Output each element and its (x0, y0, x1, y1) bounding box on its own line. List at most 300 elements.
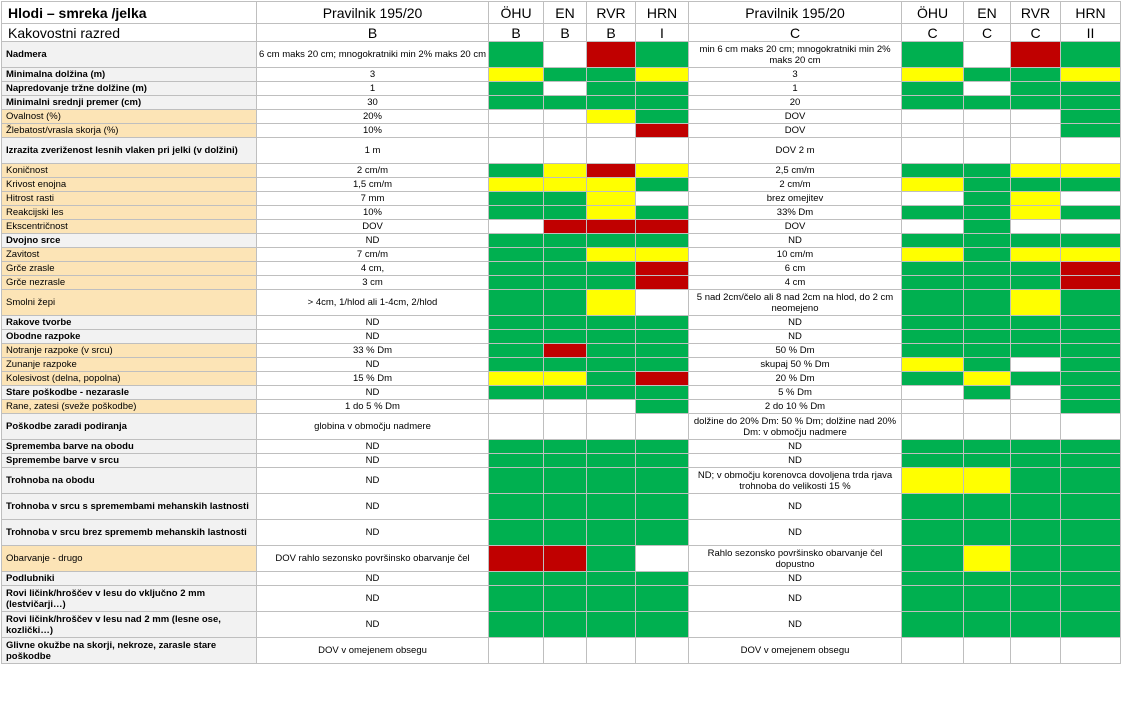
class-b-value: ND (257, 494, 489, 520)
row-label: Zunanje razpoke (2, 358, 257, 372)
status-cell-c-ohu (902, 494, 964, 520)
status-cell-c-ohu (902, 330, 964, 344)
status-cell-b-hrn (636, 372, 689, 386)
status-cell-c-ohu (902, 414, 964, 440)
status-cell-c-hrn (1061, 42, 1121, 68)
status-cell-c-en (964, 586, 1011, 612)
table-row (2, 386, 1121, 400)
class-b-value: ND (257, 520, 489, 546)
status-cell-c-rvr (1011, 546, 1061, 572)
status-cell-c-rvr (1011, 192, 1061, 206)
table-row (2, 262, 1121, 276)
status-cell-c-ohu (902, 42, 964, 68)
row-label: Reakcijski les (2, 206, 257, 220)
status-cell-c-ohu (902, 82, 964, 96)
status-cell-c-ohu (902, 206, 964, 220)
status-cell-c-en (964, 330, 1011, 344)
col-ohu-left: ÖHU (489, 2, 544, 24)
status-cell-c-en (964, 234, 1011, 248)
table-row (2, 546, 1121, 572)
class-b-value: ND (257, 358, 489, 372)
class-b-value: DOV v omejenem obsegu (257, 638, 489, 664)
class-label: Kakovostni razred (2, 24, 257, 42)
status-cell-b-ohu (489, 400, 544, 414)
status-cell-c-en (964, 96, 1011, 110)
status-cell-c-en (964, 164, 1011, 178)
col-rvr-right: RVR (1011, 2, 1061, 24)
class-left-hrn: I (636, 24, 689, 42)
status-cell-c-en (964, 42, 1011, 68)
status-cell-c-rvr (1011, 330, 1061, 344)
class-c-value: DOV 2 m (689, 138, 902, 164)
status-cell-c-rvr (1011, 248, 1061, 262)
status-cell-b-en (544, 546, 587, 572)
status-cell-c-rvr (1011, 414, 1061, 440)
status-cell-c-ohu (902, 262, 964, 276)
status-cell-c-rvr (1011, 468, 1061, 494)
status-cell-b-rvr (587, 546, 636, 572)
status-cell-b-ohu (489, 124, 544, 138)
status-cell-b-hrn (636, 192, 689, 206)
class-c-value: ND (689, 612, 902, 638)
status-cell-b-en (544, 440, 587, 454)
class-c-value: 10 cm/m (689, 248, 902, 262)
col-ohu-right: ÖHU (902, 2, 964, 24)
quality-table (1, 1, 1121, 664)
table-row (2, 586, 1121, 612)
status-cell-b-rvr (587, 262, 636, 276)
status-cell-c-rvr (1011, 358, 1061, 372)
status-cell-c-en (964, 276, 1011, 290)
status-cell-b-en (544, 234, 587, 248)
table-row (2, 290, 1121, 316)
table-row (2, 164, 1121, 178)
status-cell-c-hrn (1061, 372, 1121, 386)
class-b-value: DOV (257, 220, 489, 234)
status-cell-b-en (544, 276, 587, 290)
class-c-value: DOV (689, 110, 902, 124)
class-right: C (689, 24, 902, 42)
status-cell-c-hrn (1061, 440, 1121, 454)
status-cell-c-ohu (902, 178, 964, 192)
pravilnik-left-header: Pravilnik 195/20 (257, 2, 489, 24)
class-c-value: min 6 cm maks 20 cm; mnogokratniki min 2% maks 20 cm (689, 42, 902, 68)
class-c-value: ND (689, 330, 902, 344)
status-cell-b-hrn (636, 358, 689, 372)
row-label: Poškodbe zaradi podiranja (2, 414, 257, 440)
status-cell-c-hrn (1061, 110, 1121, 124)
status-cell-b-rvr (587, 96, 636, 110)
class-b-value: ND (257, 586, 489, 612)
status-cell-c-en (964, 638, 1011, 664)
status-cell-b-ohu (489, 440, 544, 454)
status-cell-b-rvr (587, 234, 636, 248)
row-label: Nadmera (2, 42, 257, 68)
status-cell-b-hrn (636, 468, 689, 494)
class-b-value: ND (257, 468, 489, 494)
status-cell-b-hrn (636, 206, 689, 220)
status-cell-c-en (964, 612, 1011, 638)
status-cell-c-en (964, 124, 1011, 138)
class-c-value: 5 % Dm (689, 386, 902, 400)
status-cell-b-hrn (636, 520, 689, 546)
status-cell-b-rvr (587, 206, 636, 220)
class-c-value: ND (689, 494, 902, 520)
status-cell-b-hrn (636, 344, 689, 358)
status-cell-c-hrn (1061, 494, 1121, 520)
status-cell-c-hrn (1061, 344, 1121, 358)
class-b-value: ND (257, 316, 489, 330)
status-cell-b-rvr (587, 316, 636, 330)
status-cell-b-hrn (636, 138, 689, 164)
status-cell-b-rvr (587, 612, 636, 638)
status-cell-b-hrn (636, 612, 689, 638)
status-cell-b-ohu (489, 454, 544, 468)
row-label: Spremembe barve v srcu (2, 454, 257, 468)
row-label: Koničnost (2, 164, 257, 178)
status-cell-b-en (544, 248, 587, 262)
status-cell-c-hrn (1061, 358, 1121, 372)
status-cell-b-hrn (636, 178, 689, 192)
status-cell-c-hrn (1061, 400, 1121, 414)
status-cell-b-en (544, 290, 587, 316)
class-c-value: DOV v omejenem obsegu (689, 638, 902, 664)
table-row (2, 42, 1121, 68)
status-cell-c-hrn (1061, 520, 1121, 546)
status-cell-c-hrn (1061, 220, 1121, 234)
status-cell-b-en (544, 494, 587, 520)
status-cell-b-rvr (587, 344, 636, 358)
status-cell-b-rvr (587, 520, 636, 546)
class-c-value: 6 cm (689, 262, 902, 276)
class-c-value: ND (689, 234, 902, 248)
table-row (2, 138, 1121, 164)
status-cell-c-ohu (902, 520, 964, 546)
status-cell-b-hrn (636, 400, 689, 414)
table-row (2, 358, 1121, 372)
row-label: Rovi ličink/hroščev v lesu do vključno 2 mm (lestvičarji…) (2, 586, 257, 612)
class-right-ohu: C (902, 24, 964, 42)
status-cell-c-en (964, 440, 1011, 454)
status-cell-c-ohu (902, 586, 964, 612)
row-label: Dvojno srce (2, 234, 257, 248)
table-row (2, 68, 1121, 82)
status-cell-b-ohu (489, 612, 544, 638)
class-b-value: DOV rahlo sezonsko površinsko obarvanje čel (257, 546, 489, 572)
status-cell-c-rvr (1011, 572, 1061, 586)
status-cell-c-hrn (1061, 96, 1121, 110)
class-c-value: 2 do 10 % Dm (689, 400, 902, 414)
class-b-value: globina v območju nadmere (257, 414, 489, 440)
status-cell-b-hrn (636, 386, 689, 400)
status-cell-b-en (544, 316, 587, 330)
status-cell-b-ohu (489, 262, 544, 276)
status-cell-c-rvr (1011, 612, 1061, 638)
status-cell-b-en (544, 586, 587, 612)
status-cell-b-en (544, 164, 587, 178)
table-row (2, 234, 1121, 248)
status-cell-c-en (964, 468, 1011, 494)
row-label: Trohnoba v srcu s spremembami mehanskih lastnosti (2, 494, 257, 520)
status-cell-b-rvr (587, 494, 636, 520)
status-cell-b-ohu (489, 234, 544, 248)
status-cell-c-hrn (1061, 138, 1121, 164)
status-cell-b-hrn (636, 454, 689, 468)
status-cell-c-en (964, 316, 1011, 330)
status-cell-c-ohu (902, 546, 964, 572)
status-cell-c-rvr (1011, 234, 1061, 248)
status-cell-b-rvr (587, 248, 636, 262)
status-cell-b-en (544, 454, 587, 468)
class-b-value: 33 % Dm (257, 344, 489, 358)
status-cell-b-rvr (587, 638, 636, 664)
status-cell-c-en (964, 110, 1011, 124)
status-cell-b-rvr (587, 586, 636, 612)
class-c-value: skupaj 50 % Dm (689, 358, 902, 372)
table-row (2, 572, 1121, 586)
status-cell-b-en (544, 330, 587, 344)
status-cell-b-rvr (587, 42, 636, 68)
status-cell-c-en (964, 358, 1011, 372)
status-cell-c-hrn (1061, 612, 1121, 638)
class-c-value: 4 cm (689, 276, 902, 290)
class-left-en: B (544, 24, 587, 42)
status-cell-c-hrn (1061, 316, 1121, 330)
status-cell-c-hrn (1061, 262, 1121, 276)
status-cell-b-hrn (636, 572, 689, 586)
class-b-value: 3 (257, 68, 489, 82)
status-cell-c-en (964, 546, 1011, 572)
table-row (2, 612, 1121, 638)
class-c-value: Rahlo sezonsko površinsko obarvanje čel dopustno (689, 546, 902, 572)
status-cell-c-ohu (902, 110, 964, 124)
table-row (2, 344, 1121, 358)
status-cell-b-en (544, 42, 587, 68)
table-row (2, 192, 1121, 206)
status-cell-b-ohu (489, 178, 544, 192)
class-b-value: ND (257, 572, 489, 586)
col-rvr-left: RVR (587, 2, 636, 24)
class-b-value: 1 do 5 % Dm (257, 400, 489, 414)
status-cell-b-rvr (587, 468, 636, 494)
status-cell-c-ohu (902, 138, 964, 164)
status-cell-c-ohu (902, 192, 964, 206)
status-cell-b-en (544, 400, 587, 414)
class-c-value: 3 (689, 68, 902, 82)
status-cell-c-rvr (1011, 42, 1061, 68)
status-cell-c-en (964, 248, 1011, 262)
status-cell-b-en (544, 124, 587, 138)
status-cell-b-hrn (636, 316, 689, 330)
class-right-hrn: II (1061, 24, 1121, 42)
status-cell-c-hrn (1061, 468, 1121, 494)
table-row (2, 468, 1121, 494)
status-cell-c-ohu (902, 164, 964, 178)
class-b-value: ND (257, 234, 489, 248)
row-label: Sprememba barve na obodu (2, 440, 257, 454)
table-row (2, 82, 1121, 96)
status-cell-c-hrn (1061, 586, 1121, 612)
row-label: Ekscentričnost (2, 220, 257, 234)
class-c-value: ND (689, 454, 902, 468)
status-cell-c-hrn (1061, 68, 1121, 82)
table-row (2, 414, 1121, 440)
status-cell-b-rvr (587, 372, 636, 386)
table-row (2, 178, 1121, 192)
status-cell-b-en (544, 520, 587, 546)
status-cell-b-ohu (489, 276, 544, 290)
col-hrn-left: HRN (636, 2, 689, 24)
table-row (2, 220, 1121, 234)
row-label: Grče nezrasle (2, 276, 257, 290)
status-cell-b-hrn (636, 110, 689, 124)
status-cell-c-en (964, 494, 1011, 520)
row-label: Notranje razpoke (v srcu) (2, 344, 257, 358)
status-cell-c-rvr (1011, 454, 1061, 468)
status-cell-c-hrn (1061, 234, 1121, 248)
status-cell-c-en (964, 68, 1011, 82)
status-cell-c-rvr (1011, 220, 1061, 234)
row-label: Smolni žepi (2, 290, 257, 316)
class-c-value: 2 cm/m (689, 178, 902, 192)
status-cell-c-ohu (902, 220, 964, 234)
status-cell-b-en (544, 178, 587, 192)
status-cell-c-ohu (902, 572, 964, 586)
status-cell-b-hrn (636, 234, 689, 248)
table-row (2, 494, 1121, 520)
status-cell-c-hrn (1061, 414, 1121, 440)
status-cell-b-en (544, 68, 587, 82)
status-cell-c-rvr (1011, 520, 1061, 546)
status-cell-c-ohu (902, 372, 964, 386)
row-label: Trohnoba na obodu (2, 468, 257, 494)
status-cell-c-hrn (1061, 290, 1121, 316)
status-cell-b-hrn (636, 440, 689, 454)
class-b-value: 7 cm/m (257, 248, 489, 262)
status-cell-c-hrn (1061, 454, 1121, 468)
table-row (2, 96, 1121, 110)
row-label: Ovalnost (%) (2, 110, 257, 124)
status-cell-b-rvr (587, 330, 636, 344)
status-cell-b-ohu (489, 164, 544, 178)
status-cell-b-rvr (587, 572, 636, 586)
class-c-value: ND (689, 572, 902, 586)
row-label: Napredovanje tržne dolžine (m) (2, 82, 257, 96)
status-cell-c-en (964, 572, 1011, 586)
status-cell-b-en (544, 138, 587, 164)
class-c-value: 5 nad 2cm/čelo ali 8 nad 2cm na hlod, do 2 cm neomejeno (689, 290, 902, 316)
status-cell-b-rvr (587, 138, 636, 164)
class-c-value: ND (689, 440, 902, 454)
status-cell-b-ohu (489, 372, 544, 386)
row-label: Krivost enojna (2, 178, 257, 192)
status-cell-b-ohu (489, 138, 544, 164)
status-cell-c-ohu (902, 386, 964, 400)
class-b-value: 4 cm, (257, 262, 489, 276)
status-cell-c-hrn (1061, 206, 1121, 220)
status-cell-b-rvr (587, 358, 636, 372)
row-label: Rakove tvorbe (2, 316, 257, 330)
status-cell-c-hrn (1061, 178, 1121, 192)
row-label: Trohnoba v srcu brez sprememb mehanskih lastnosti (2, 520, 257, 546)
status-cell-b-ohu (489, 96, 544, 110)
class-b-value: ND (257, 612, 489, 638)
status-cell-c-rvr (1011, 178, 1061, 192)
status-cell-b-ohu (489, 586, 544, 612)
status-cell-c-hrn (1061, 330, 1121, 344)
table-title: Hlodi – smreka /jelka (2, 2, 257, 24)
class-c-value: ND (689, 586, 902, 612)
class-b-value: 1 m (257, 138, 489, 164)
status-cell-b-ohu (489, 82, 544, 96)
status-cell-b-hrn (636, 494, 689, 520)
class-c-value: 20 (689, 96, 902, 110)
status-cell-c-ohu (902, 96, 964, 110)
status-cell-c-rvr (1011, 262, 1061, 276)
status-cell-b-ohu (489, 220, 544, 234)
row-label: Zavitost (2, 248, 257, 262)
status-cell-b-hrn (636, 330, 689, 344)
row-label: Obodne razpoke (2, 330, 257, 344)
status-cell-b-hrn (636, 586, 689, 612)
status-cell-c-hrn (1061, 192, 1121, 206)
status-cell-b-hrn (636, 42, 689, 68)
class-c-value: ND (689, 316, 902, 330)
status-cell-b-en (544, 468, 587, 494)
table-row (2, 206, 1121, 220)
status-cell-b-ohu (489, 42, 544, 68)
status-cell-c-en (964, 192, 1011, 206)
status-cell-c-ohu (902, 454, 964, 468)
status-cell-b-hrn (636, 68, 689, 82)
status-cell-c-hrn (1061, 276, 1121, 290)
status-cell-b-rvr (587, 110, 636, 124)
row-label: Izrazita zveriženost lesnih vlaken pri jelki (v dolžini) (2, 138, 257, 164)
class-c-value: DOV (689, 124, 902, 138)
status-cell-c-rvr (1011, 400, 1061, 414)
table-row (2, 110, 1121, 124)
class-b-value: ND (257, 386, 489, 400)
status-cell-c-en (964, 82, 1011, 96)
class-b-value: 20% (257, 110, 489, 124)
status-cell-b-rvr (587, 440, 636, 454)
status-cell-c-en (964, 386, 1011, 400)
table-row (2, 638, 1121, 664)
status-cell-c-en (964, 206, 1011, 220)
col-en-left: EN (544, 2, 587, 24)
status-cell-c-en (964, 372, 1011, 386)
row-label: Minimalna dolžina (m) (2, 68, 257, 82)
status-cell-c-ohu (902, 344, 964, 358)
row-label: Rovi ličink/hroščev v lesu nad 2 mm (lesne ose, kozlički…) (2, 612, 257, 638)
status-cell-c-hrn (1061, 82, 1121, 96)
status-cell-c-rvr (1011, 276, 1061, 290)
status-cell-c-ohu (902, 440, 964, 454)
class-right-en: C (964, 24, 1011, 42)
status-cell-b-ohu (489, 468, 544, 494)
class-left: B (257, 24, 489, 42)
status-cell-c-ohu (902, 68, 964, 82)
status-cell-c-rvr (1011, 124, 1061, 138)
status-cell-c-hrn (1061, 638, 1121, 664)
row-label: Žlebatost/vrasla skorja (%) (2, 124, 257, 138)
status-cell-b-ohu (489, 290, 544, 316)
status-cell-b-rvr (587, 192, 636, 206)
row-label: Kolesivost (delna, popolna) (2, 372, 257, 386)
status-cell-c-en (964, 220, 1011, 234)
status-cell-c-rvr (1011, 290, 1061, 316)
class-c-value: brez omejitev (689, 192, 902, 206)
